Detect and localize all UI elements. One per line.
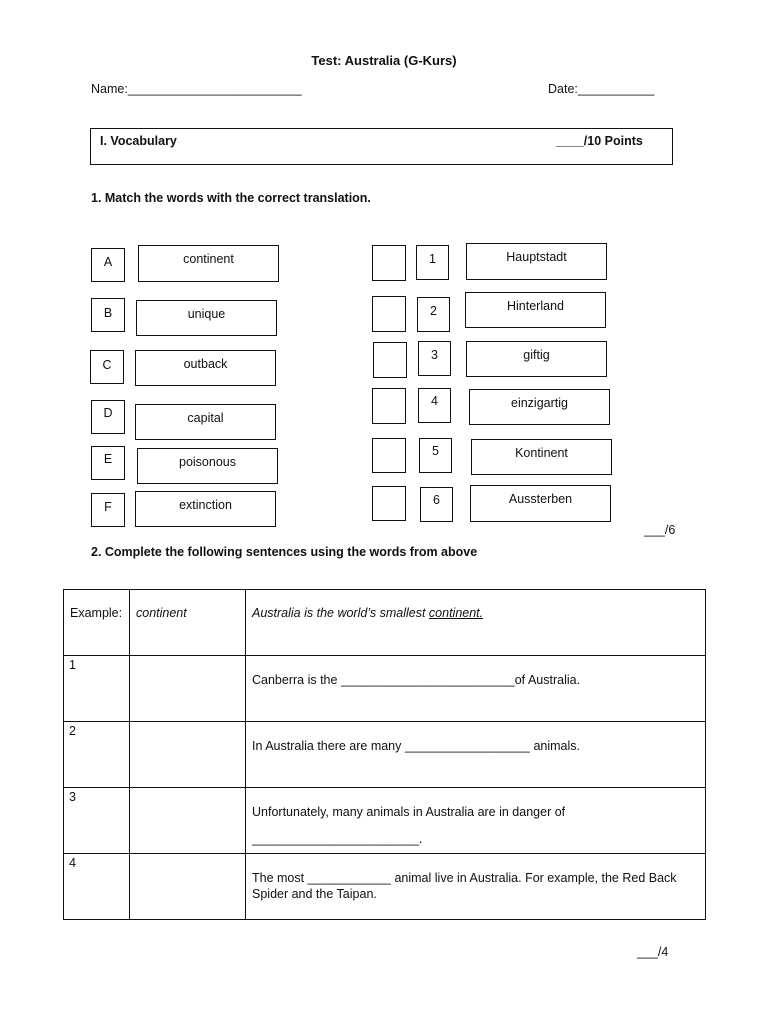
letter-box-e [91, 446, 125, 480]
example-sentence-cell [246, 590, 706, 656]
letter-label: C [102, 358, 112, 372]
answer-cell[interactable] [130, 722, 246, 788]
name-blank[interactable]: _________________________ [127, 82, 302, 96]
english-word-box [135, 491, 276, 527]
answer-box[interactable] [373, 342, 407, 378]
example-word: continent [136, 606, 187, 620]
sentence-line: In Australia there are many __________________ animals. [252, 739, 581, 753]
sentence-line: Unfortunately, many animals in Australia are in danger of [252, 805, 566, 819]
german-word-box [469, 389, 610, 425]
section-title: I. Vocabulary [100, 134, 177, 148]
task1-score[interactable]: ___/6 [644, 523, 676, 537]
sentence-line: The most ____________ animal live in Australia. For example, the Red Back [252, 871, 677, 885]
number-label: 1 [429, 252, 436, 266]
english-word-box [136, 300, 277, 336]
section-points[interactable]: ____/10 Points [556, 134, 643, 148]
number-box-5 [419, 438, 452, 473]
example-label-cell [64, 590, 130, 656]
table-row [64, 722, 706, 788]
example-label: Example: [70, 606, 123, 620]
number-box-1 [416, 245, 449, 280]
letter-box-c [90, 350, 124, 384]
sentence-line: ________________________. [252, 832, 423, 846]
sentence-cell [246, 854, 706, 920]
date-blank[interactable]: ___________ [577, 82, 655, 96]
german-word: Aussterben [508, 492, 573, 506]
letter-box-f [91, 493, 125, 527]
german-word: giftig [523, 348, 550, 362]
english-word: poisonous [179, 455, 236, 469]
sentence-line: Spider and the Taipan. [252, 887, 377, 901]
task2-score[interactable]: ___/4 [637, 945, 669, 959]
example-word-cell [130, 590, 246, 656]
table-row [64, 788, 706, 854]
row-number: 4 [69, 856, 76, 870]
answer-box[interactable] [372, 296, 406, 332]
letter-box-a [91, 248, 125, 282]
example-sentence-answer: continent. [428, 606, 484, 620]
number-box-6 [420, 487, 453, 522]
section-vocabulary-box [90, 128, 673, 165]
row-number-cell [64, 854, 130, 920]
german-word: einzigartig [511, 396, 568, 410]
sentence-cell [246, 722, 706, 788]
number-label: 4 [431, 394, 438, 408]
row-number: 1 [69, 658, 76, 672]
letter-label: D [103, 406, 113, 420]
answer-box[interactable] [372, 438, 406, 473]
number-label: 3 [431, 348, 438, 362]
number-box-4 [418, 388, 451, 423]
english-word: continent [183, 252, 234, 266]
example-sentence-text: Australia is the world’s smallest [252, 606, 429, 620]
german-word-box [471, 439, 612, 475]
number-label: 6 [433, 493, 440, 507]
table-row [64, 656, 706, 722]
english-word-box [135, 404, 276, 440]
table-row-example [64, 590, 706, 656]
letter-label: E [103, 452, 113, 466]
german-word-box [466, 243, 607, 280]
german-word-box [470, 485, 611, 522]
row-number-cell [64, 788, 130, 854]
task2-instruction: 2. Complete the following sentences using the words from above [91, 545, 478, 559]
date-field[interactable] [548, 82, 654, 96]
page-title: Test: Australia (G-Kurs) [311, 53, 457, 68]
sentence-table [63, 589, 706, 920]
letter-box-d [91, 400, 125, 434]
answer-cell[interactable] [130, 656, 246, 722]
letter-label: A [103, 255, 113, 269]
task1-instruction: 1. Match the words with the correct translation. [91, 191, 371, 205]
sentence-cell [246, 788, 706, 854]
german-word: Kontinent [515, 446, 568, 460]
row-number-cell [64, 656, 130, 722]
name-field[interactable] [91, 82, 302, 96]
number-box-3 [418, 341, 451, 376]
english-word: extinction [179, 498, 232, 512]
answer-box[interactable] [372, 245, 406, 281]
english-word: unique [187, 307, 226, 321]
sentence-cell [246, 656, 706, 722]
english-word-box [135, 350, 276, 386]
english-word: capital [187, 411, 224, 425]
english-word-box [137, 448, 278, 484]
answer-box[interactable] [372, 486, 406, 521]
answer-box[interactable] [372, 388, 406, 424]
number-box-2 [417, 297, 450, 332]
number-label: 5 [432, 444, 439, 458]
sentence-line: Canberra is the _________________________of Australia. [252, 673, 581, 687]
row-number-cell [64, 722, 130, 788]
answer-cell[interactable] [130, 854, 246, 920]
name-label: Name: [91, 82, 128, 96]
row-number: 2 [69, 724, 76, 738]
answer-cell[interactable] [130, 788, 246, 854]
letter-label: F [104, 500, 112, 514]
number-label: 2 [430, 304, 437, 318]
english-word: outback [183, 357, 228, 371]
date-label: Date: [548, 82, 578, 96]
german-word: Hauptstadt [506, 250, 567, 264]
row-number: 3 [69, 790, 76, 804]
english-word-box [138, 245, 279, 282]
german-word-box [465, 292, 606, 328]
letter-label: B [103, 306, 113, 320]
german-word-box [466, 341, 607, 377]
example-sentence [246, 590, 705, 620]
letter-box-b [91, 298, 125, 332]
german-word: Hinterland [507, 299, 564, 313]
table-row [64, 854, 706, 920]
